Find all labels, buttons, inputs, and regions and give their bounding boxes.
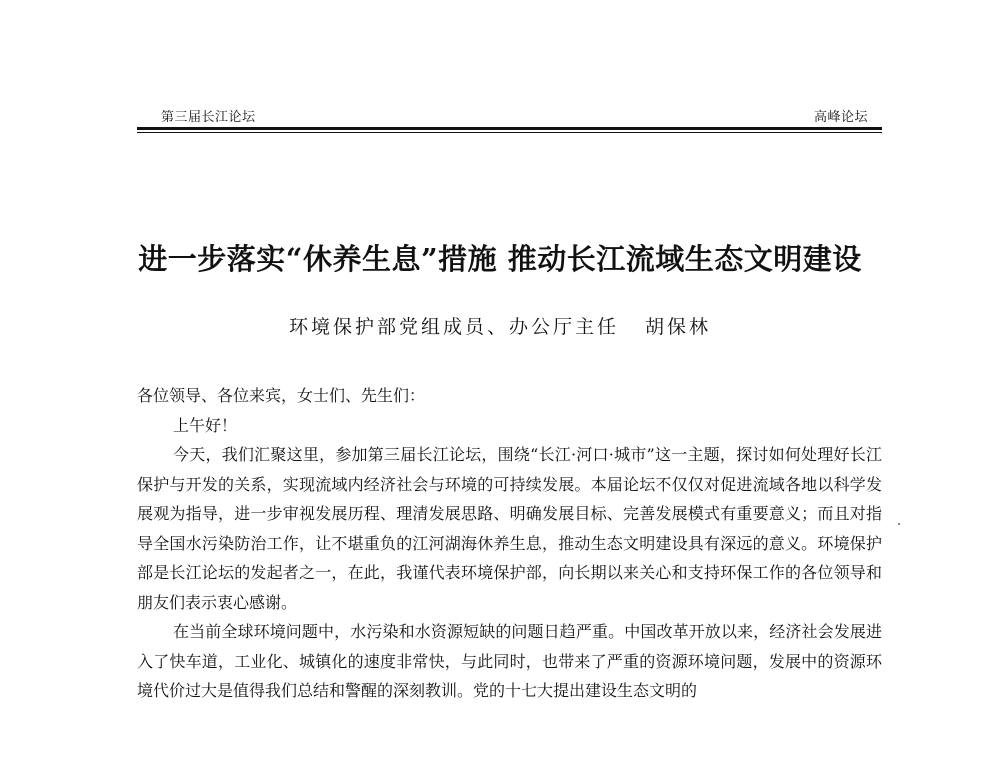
header-section-name: 高峰论坛: [813, 110, 868, 125]
header-forum-name: 第三届长江论坛: [161, 110, 256, 125]
body-paragraph: 在当前全球环境问题中，水污染和水资源短缺的问题日趋严重。中国改革开放以来，经济社会发展进入了快车道，工业化、城镇化的速度非常快，与此同时，也带来了严重的资源环境问题，发展中的资源环境代价过大是值得我们总结和警醒的深刻教训。党的十七大提出建设生态文明的: [137, 622, 882, 700]
author-byline: [200, 312, 800, 339]
author-position: 环境保护部党组成员、办公厅主任: [288, 316, 619, 338]
salutation: 各位领导、各位来宾，女士们、先生们：: [137, 386, 426, 405]
author-name: 胡保林: [645, 316, 712, 338]
greeting: 上午好！: [173, 415, 238, 435]
header-rule-thick: [137, 127, 882, 130]
article-body: [137, 381, 882, 706]
header-rule-thin: [137, 132, 882, 133]
margin-mark: [898, 523, 900, 525]
body-paragraph: 今天，我们汇聚这里，参加第三届长江论坛，围绕“长江·河口·城市”这一主题，探讨如何处理好长江保护与开发的关系，实现流域内经济社会与环境的可持续发展。本届论坛不仅仅对促进流域各地以科学发展观为指导，进一步审视发展历程、理清发展思路、明确发展目标、完善发展模式有重要意义；而且对指导全国水污染防治工作，让不堪重负的江河湖海休养生息，推动生态文明建设具有深远的意义。环境保护部是长江论坛的发起者之一，在此，我谨代表环境保护部，向长期以来关心和支持环保工作的各位领导和朋友们表示衷心感谢。: [137, 445, 882, 612]
article-title: 进一步落实“休养生息”措施 推动长江流域生态文明建设: [138, 242, 862, 277]
running-header: [137, 104, 882, 124]
